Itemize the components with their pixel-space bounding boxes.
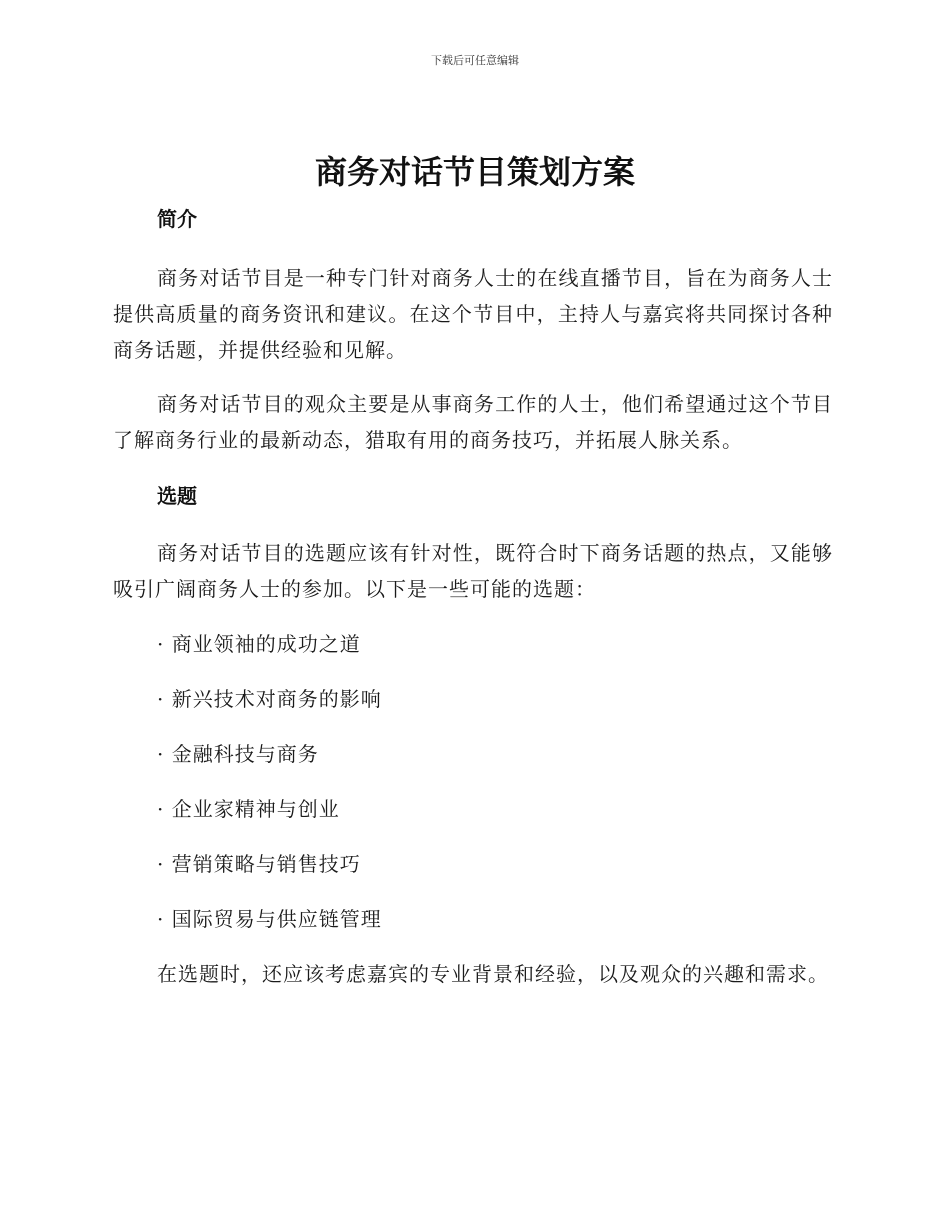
list-item: · 国际贸易与供应链管理 [157, 907, 382, 931]
section-heading-topics: 选题 [157, 484, 197, 508]
section-heading-intro: 简介 [157, 207, 197, 231]
intro-paragraph-2: 商务对话节目的观众主要是从事商务工作的人士，他们希望通过这个节目了解商务行业的最新动态，猎取有用的商务技巧，并拓展人脉关系。 [113, 392, 833, 452]
document-body [113, 200, 833, 992]
list-item: · 商业领袖的成功之道 [157, 632, 361, 656]
list-item: · 营销策略与销售技巧 [157, 852, 361, 876]
topics-intro-paragraph: 商务对话节目的选题应该有针对性，既符合时下商务话题的热点，又能够吸引广阔商务人士的参加。以下是一些可能的选题： [113, 541, 833, 601]
list-item: · 新兴技术对商务的影响 [157, 687, 382, 711]
list-item: · 金融科技与商务 [157, 742, 319, 766]
intro-paragraph-1: 商务对话节目是一种专门针对商务人士的在线直播节目，旨在为商务人士提供高质量的商务资讯和建议。在这个节目中，主持人与嘉宾将共同探讨各种商务话题，并提供经验和见解。 [113, 266, 833, 362]
topic-list [113, 630, 833, 933]
header-note: 下载后可任意编辑 [431, 54, 519, 67]
list-item: · 企业家精神与创业 [157, 797, 340, 821]
topics-closing-paragraph: 在选题时，还应该考虑嘉宾的专业背景和经验，以及观众的兴趣和需求。 [157, 962, 829, 986]
document-title: 商务对话节目策划方案 [314, 153, 635, 191]
